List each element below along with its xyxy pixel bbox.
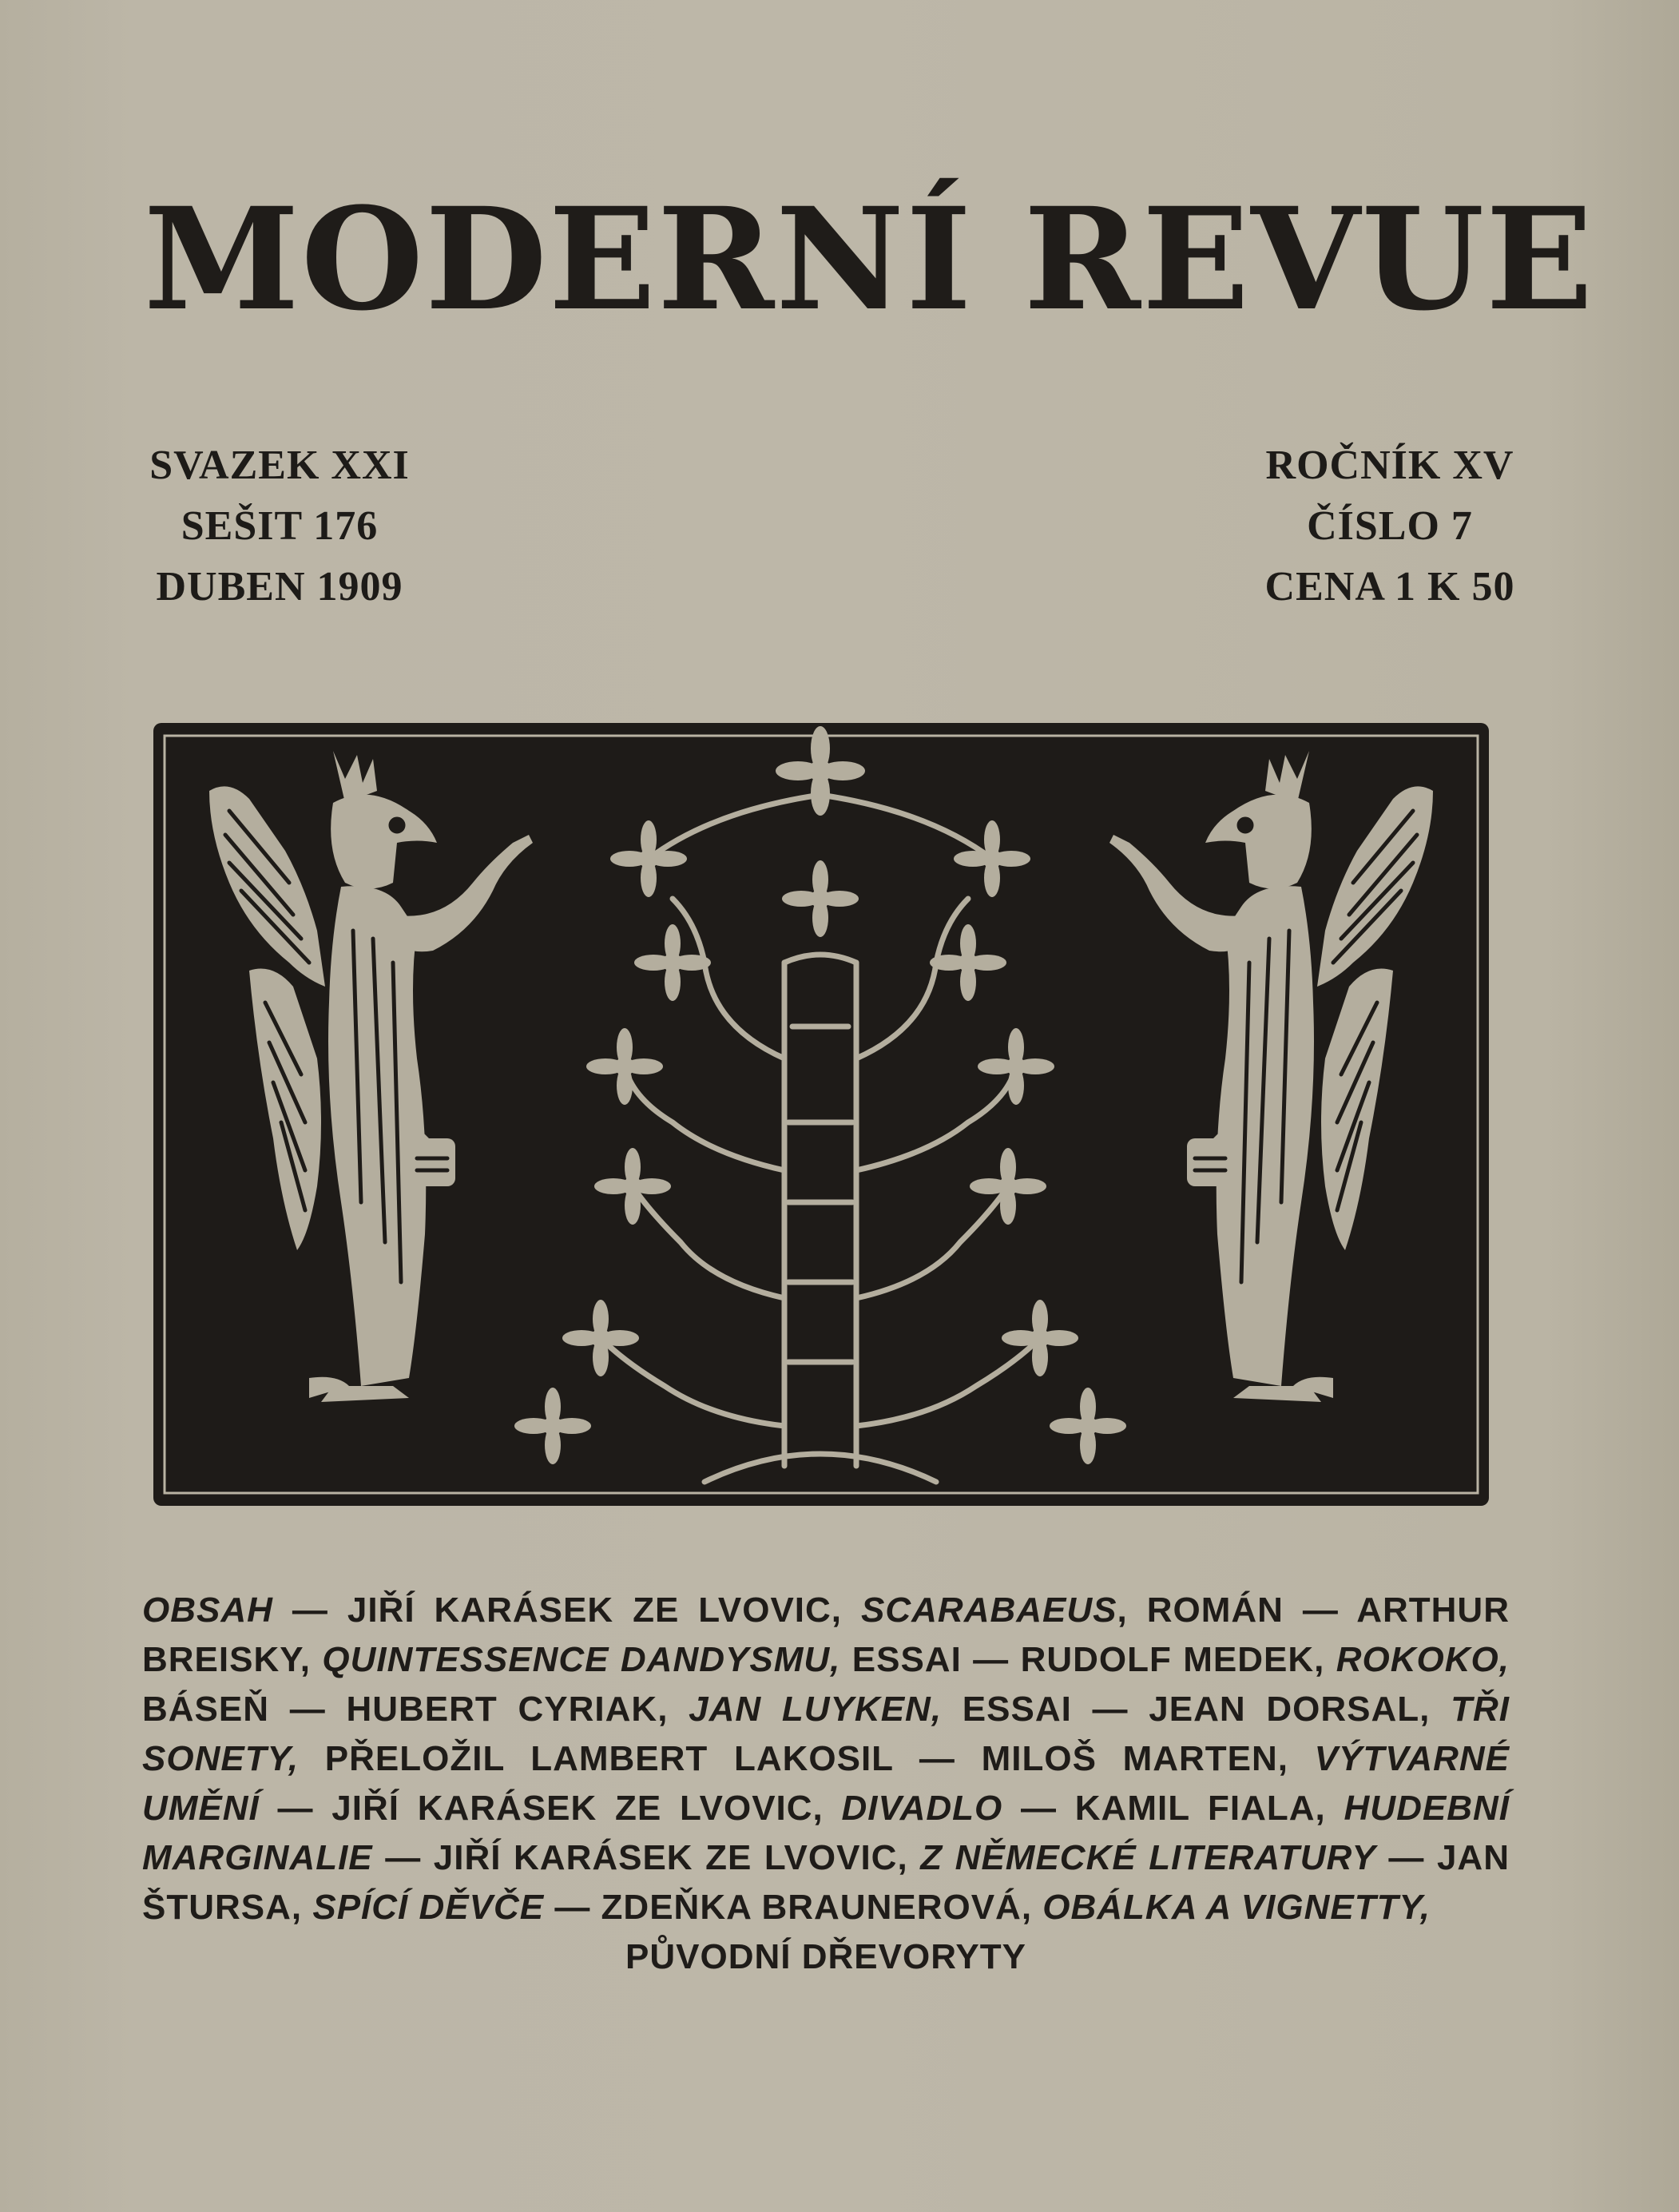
price-label: CENA 1 K 50: [1264, 564, 1515, 610]
woodcut-illustration: [153, 723, 1489, 1506]
contents-text: , ROMÁN — ARTHUR BREISKY,: [142, 1590, 1510, 1679]
contents-title: QUINTESSENCE DANDYSMU,: [322, 1640, 841, 1679]
contents-title: JAN LUYKEN,: [689, 1690, 943, 1729]
contents-text: — JIŘÍ KARÁSEK ZE LVOVIC,: [272, 1590, 862, 1630]
contents-text: — JIŘÍ KARÁSEK ZE LVOVIC,: [259, 1789, 842, 1828]
contents-title: DIVADLO: [841, 1789, 1003, 1828]
contents-title: ROKOKO,: [1336, 1640, 1510, 1679]
contents-title: OBSAH: [142, 1590, 273, 1630]
volume-label: SVAZEK XXI: [149, 443, 410, 488]
woodcut-winged-genii-sacred-tree-icon: [153, 723, 1489, 1506]
number-label: ČÍSLO 7: [1307, 503, 1473, 549]
contents-text: BÁSEŇ — HUBERT CYRIAK,: [142, 1690, 689, 1729]
contents-title: HUDEBNÍ MARGINALIE: [142, 1789, 1510, 1877]
contents-text: ESSAI — JEAN DORSAL,: [942, 1690, 1451, 1729]
contents-title: Z NĚMECKÉ LITERATURY: [920, 1838, 1376, 1877]
contents-title: VÝTVARNÉ UMĚNÍ: [142, 1739, 1510, 1828]
contents-text: — ZDEŇKA BRAUNEROVÁ,: [544, 1888, 1043, 1927]
table-of-contents: [142, 1586, 1510, 1982]
date-label: DUBEN 1909: [156, 564, 403, 610]
contents-title: SPÍCÍ DĚVČE: [312, 1888, 545, 1927]
year-label: ROČNÍK XV: [1265, 443, 1514, 488]
contents-last-line: PŮVODNÍ DŘEVORYTY: [625, 1937, 1026, 1976]
masthead-title: MODERNÍ REVUE: [144, 177, 1595, 342]
issue-info-left: [136, 435, 423, 618]
contents-text: — KAMIL FIALA,: [1002, 1789, 1344, 1828]
contents-text: ESSAI — RUDOLF MEDEK,: [840, 1640, 1336, 1679]
issue-info-right: [1222, 435, 1558, 618]
contents-title: SCARABAEUS: [861, 1590, 1117, 1630]
contents-title: TŘI SONETY,: [142, 1690, 1510, 1778]
contents-text: — JAN ŠTURSA,: [142, 1838, 1510, 1927]
contents-text: — JIŘÍ KARÁSEK ZE LVOVIC,: [372, 1838, 921, 1877]
contents-title: OBÁLKA A VIGNETTY,: [1042, 1888, 1431, 1927]
issue-number-label: SEŠIT 176: [181, 503, 379, 549]
contents-text: PŘELOŽIL LAMBERT LAKOSIL — MILOŠ MARTEN,: [299, 1739, 1315, 1778]
